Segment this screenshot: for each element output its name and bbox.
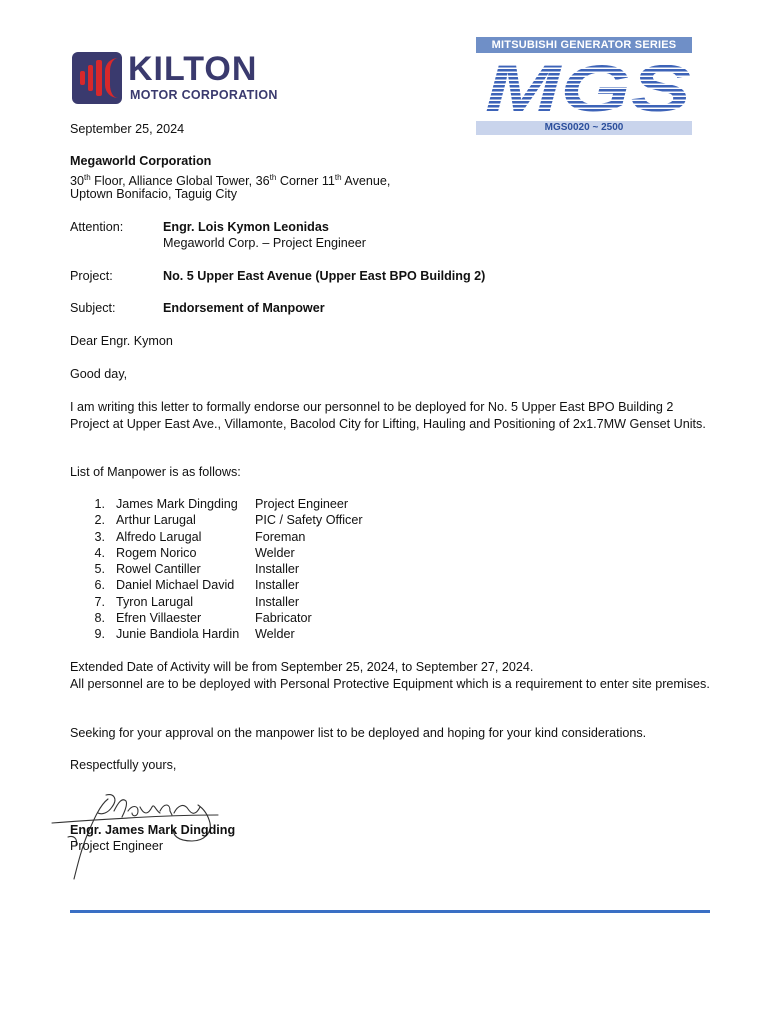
salutation: Dear Engr. Kymon (70, 334, 173, 348)
list-item-role: Foreman (255, 529, 306, 544)
list-item-role: Installer (255, 562, 300, 577)
list-item-number: 8. (94, 611, 105, 626)
list-item-role: Installer (255, 578, 300, 593)
greeting: Good day, (70, 367, 128, 381)
list-item-role: PIC / Safety Officer (255, 513, 363, 528)
list-item (70, 577, 470, 593)
list-item-role: Project Engineer (255, 497, 349, 511)
attention-label: Attention: (70, 220, 124, 234)
kilton-logo (72, 50, 302, 108)
list-item-role: Welder (255, 627, 295, 642)
list-item (70, 594, 470, 610)
attention-name: Engr. Lois Kymon Leonidas (163, 220, 329, 234)
list-item-role: Fabricator (255, 611, 312, 626)
list-item-role: Welder (255, 545, 295, 560)
recipient-company: Megaworld Corporation (70, 154, 212, 168)
list-item-name: Arthur Larugal (116, 513, 196, 528)
kilton-emblem-icon (72, 52, 122, 104)
list-item-number: 5. (94, 562, 105, 577)
list-intro: List of Manpower is as follows: (70, 465, 241, 479)
partner-banner: MITSUBISHI GENERATOR SERIES (476, 37, 692, 53)
list-item-role: Installer (255, 594, 300, 609)
list-item-number: 6. (94, 578, 105, 593)
footer-rule (70, 910, 710, 913)
recipient-address-line2: Uptown Bonifacio, Taguig City (70, 187, 238, 201)
list-item-name: Rowel Cantiller (116, 562, 201, 577)
list-item-name: Alfredo Larugal (116, 529, 202, 544)
list-item (70, 512, 470, 528)
mgs-logo (476, 37, 692, 135)
list-item-number: 1. (94, 497, 105, 511)
list-item-name: James Mark Dingding (116, 497, 238, 511)
svg-text:MGS: MGS (485, 57, 691, 119)
list-item-name: Tyron Larugal (116, 594, 194, 609)
company-name: KILTON (128, 50, 258, 88)
ppe-note: All personnel are to be deployed with Personal Protective Equipment which is a requirement to enter site premises. (70, 677, 710, 691)
list-item (70, 529, 470, 545)
attention-title: Megaworld Corp. – Project Engineer (163, 236, 367, 250)
subject-label: Subject: (70, 301, 116, 315)
list-item (70, 561, 470, 577)
list-item-number: 4. (94, 545, 105, 560)
list-item-name: Junie Bandiola Hardin (116, 627, 240, 642)
list-item-number: 9. (94, 627, 105, 642)
list-item-name: Efren Villaester (116, 611, 202, 626)
partner-model-range: MGS0020 ~ 2500 (476, 121, 692, 135)
list-item (70, 496, 470, 512)
list-item-number: 3. (94, 529, 105, 544)
signatory-name: Engr. James Mark Dingding (70, 823, 236, 837)
list-item-number: 2. (94, 513, 105, 528)
project-label: Project: (70, 269, 113, 283)
activity-dates: Extended Date of Activity will be from September 25, 2024, to September 27, 2024. (70, 660, 534, 674)
list-item (70, 626, 470, 642)
intro-paragraph: I am writing this letter to formally endorse our personnel to be deployed for No. 5 Upper East BPO Building 2 Project at Upper East Ave., Villamonte, Bacolod City for Lifting, Hauling and Positioning of 2x1.7MW Genset Units. (70, 400, 706, 431)
recipient-address-line1: 30th Floor, Alliance Global Tower, 36th Corner 11th Avenue, (70, 173, 391, 189)
mgs-wordmark-icon (476, 57, 692, 119)
list-item (70, 610, 470, 626)
project-value: No. 5 Upper East Avenue (Upper East BPO Building 2) (163, 269, 486, 283)
list-item-number: 7. (94, 594, 105, 609)
list-item-name: Rogem Norico (116, 545, 197, 560)
closing: Respectfully yours, (70, 758, 177, 772)
manpower-list (70, 496, 470, 643)
letter-date: September 25, 2024 (70, 122, 185, 136)
company-subtitle: MOTOR CORPORATION (130, 88, 278, 102)
approval-request: Seeking for your approval on the manpower list to be deployed and hoping for your kind considerations. (70, 726, 647, 740)
list-item (70, 545, 470, 561)
signatory-title: Project Engineer (70, 839, 164, 853)
list-item-name: Daniel Michael David (116, 578, 235, 593)
subject-value: Endorsement of Manpower (163, 301, 325, 315)
